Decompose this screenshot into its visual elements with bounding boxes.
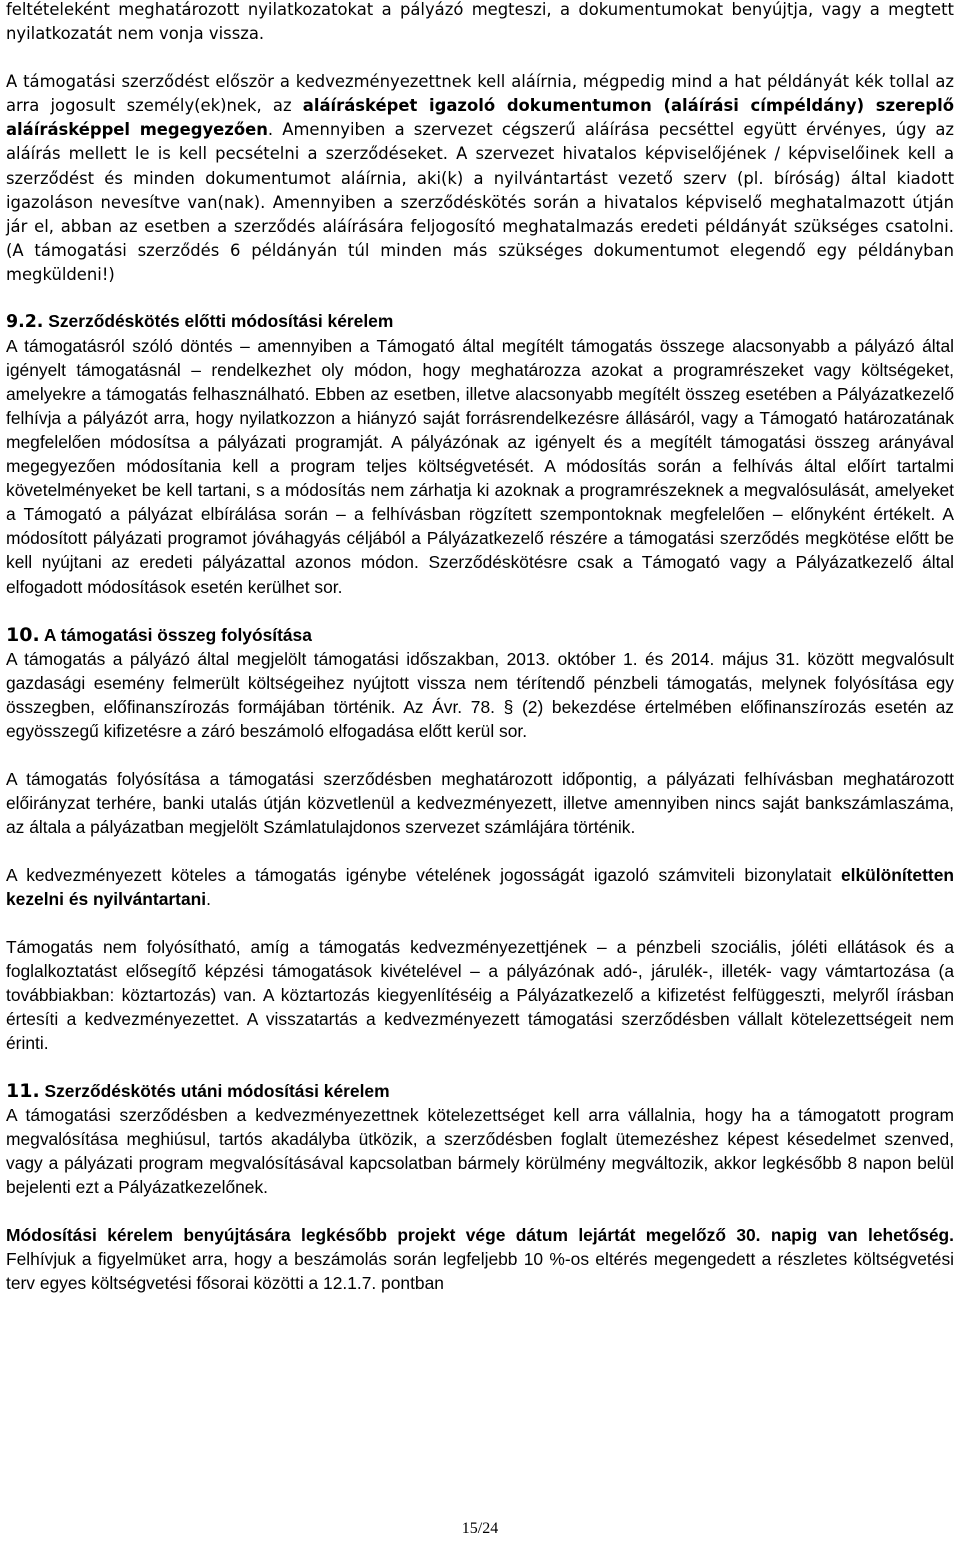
document-page: [6, 0, 954, 1296]
signing-text-c: . Amennyiben a szervezet cégszerű aláírása pecséttel együtt érvényes, úgy az aláírás mellett le is kell pecsételni a szerződéseket. A szervezet hivatalos képviselőjének / képviselőinek kell a szerződést és minden dokumentumot aláírnia, aki(k) a nyilvántartást vezető szerv (pl. bíróság) által kiadott igazoláson nevesítve van(nak). Amennyiben a szerződéskötés során a hivatalos képviselő meghatalmazott útján jár el, abban az esetben a szerződés aláírására feljogosító meghatalmazás eredeti példányát szükséges csatolni. (A támogatási szerződés 6 példányán túl minden más szükséges dokumentumot elegendő egy példányban megküldeni!): [6, 120, 954, 284]
page-number: 15/24: [461, 1520, 499, 1537]
spacer: [6, 1199, 954, 1223]
section-title: Szerződéskötés utáni módosítási kérelem: [44, 1081, 390, 1102]
section-heading-10: [6, 623, 954, 647]
paragraph-declarations: feltételeként meghatározott nyilatkozatokat a pályázó megteszi, a dokumentumokat benyújtja, vagy a megtett nyilatkozatát nem vonja vissza.: [6, 0, 954, 44]
section-number: 10.: [6, 623, 40, 646]
spacer: [6, 287, 954, 309]
deadline-text: Felhívjuk a figyelmüket arra, hogy a beszámolás során legfeljebb 10 %-os eltérés megengedett a részletes költségvetési terv egyes költségvetési fősorai közötti a 12.1.7. pontban: [6, 1249, 954, 1294]
records-text-a: A kedvezményezett köteles a támogatás igénybe vételének jogosságát igazoló számviteli bizonylatait: [6, 864, 841, 885]
section-heading-11: [6, 1079, 954, 1103]
paragraph-transfer: A támogatás folyósítása a támogatási szerződésben meghatározott időpontig, a pályázati felhívásban meghatározott előirányzat terhére, banki utalás útján közvetlenül a kedvezményezett, illetve amennyiben nincs saját bankszámlaszáma, az általa a pályázatban megjelölt Számlatulajdonos szervezet számlájára történik.: [6, 768, 954, 837]
paragraph-public-debt: Támogatás nem folyósítható, amíg a támogatás kedvezményezettjének – a pénzbeli szociális, jóléti ellátások és a foglalkoztatást elősegítő képzési támogatások kivételével – a pályázónak adó-, járulék-, illeték- vagy vámtartozása (a továbbiakban: köztartozás) van. A köztartozás kiegyenlítéséig a Pályázatkezelő a kifizetést felfüggeszti, melyről írásban értesíti a kedvezményezettet. A visszatartás a kedvezményezett támogatási szerződésben vállalt kötelezettségeit nem érinti.: [6, 936, 954, 1054]
paragraph-modification-deadline: [6, 1223, 954, 1295]
paragraph-disbursement: A támogatás a pályázó által megjelölt támogatási időszakban, 2013. október 1. és 2014. május 31. között megvalósult gazdasági esemény felmerült költségeihez nyújtott vissza nem térítendő pénzbeli támogatás, melynek folyósítása egy összegben, előfinanszírozás formájában történik. Az Ávr. 78. § (2) bekezdése értelmében előfinanszírozás esetén az egyösszegű kifizetésre a záró beszámoló elfogadása előtt kerül sor.: [6, 648, 954, 741]
paragraph-post-contract-obligation: A támogatási szerződésben a kedvezményezettnek kötelezettséget kell arra vállalnia, hogy ha a támogatott program megvalósítása meghiúsul, tartós akadályba ütközik, a szerződésben foglalt ütemezéshez képest késedelmet szenved, vagy a pályázati program megvalósításával kapcsolatban bármely körülmény megváltozik, akkor legkésőbb 8 napon belül bejelenti ezt a Pályázatkezelőnek.: [6, 1105, 954, 1198]
spacer: [6, 743, 954, 767]
signing-text-a: A támogatási szerződést először a kedvezményezettnek kell aláírnia, mégpedig mind a hat példányát kék tollal az arra jogosult személy(ek)nek, az: [6, 72, 954, 116]
spacer: [6, 599, 954, 623]
paragraph-signing: [6, 70, 954, 287]
deadline-text-bold: Módosítási kérelem benyújtására legkésőbb projekt vége dátum lejártát megelőző 30. napig van lehetőség.: [6, 1225, 954, 1246]
spacer: [6, 46, 954, 70]
section-number: 11.: [6, 1080, 40, 1103]
section-title: A támogatási összeg folyósítása: [43, 624, 312, 645]
section-title: Szerződéskötés előtti módosítási kérelem: [48, 311, 394, 332]
paragraph-records: [6, 863, 954, 911]
records-text-bold: elkülönítetten kezelni és nyilvántartani: [6, 864, 954, 909]
records-text-c: .: [206, 888, 211, 909]
section-number: 9.2.: [6, 312, 44, 333]
paragraph-pre-contract-modification: A támogatásról szóló döntés – amennyiben a Támogató által megítélt támogatás összege alacsonyabb a pályázó által igényelt támogatásnál – rendelkezhet oly módon, hogy meghatározza azokat a programrészeket vagy költségeket, amelyekre a támogatás felhasználható. Ebben az esetben, illetve alacsonyabb megítélt összeg esetében a Pályázatkezelő felhívja a pályázót arra, hogy nyilatkozzon a hiányzó saját forrásrendelkezésre állásáról, vagy a Támogató határozatának megfelelően módosítsa a pályázati programját. A pályázónak az igényelt és a megítélt támogatási összeg arányával megegyezően módosítania kell a program teljes költségvetését. A módosítás során a felhívás által előírt tartalmi követelményeket be kell tartani, s a módosítás nem zárhatja ki azoknak a programrészeknek a megvalósulását, amelyeket a Támogató a pályázat elbírálása során – a felhívásban rögzített szempontoknak megfelelően – előnyként értékelt. A módosított pályázati programot jóváhagyás céljából a Pályázatkezelő részére a támogatási szerződés megkötése előtt be kell nyújtani az eredeti pályázattal azonos módon. Szerződéskötésre csak a Támogató vagy a Pályázatkezelő által elfogadott módosítások esetén kerülhet sor.: [6, 336, 954, 597]
spacer: [6, 1055, 954, 1079]
section-heading-9-2: [6, 309, 954, 334]
spacer: [6, 911, 954, 935]
signing-text-bold: aláírásképet igazoló dokumentumon (aláírási címpéldány) szereplő aláírásképpel megegyezően: [6, 96, 954, 140]
spacer: [6, 839, 954, 863]
